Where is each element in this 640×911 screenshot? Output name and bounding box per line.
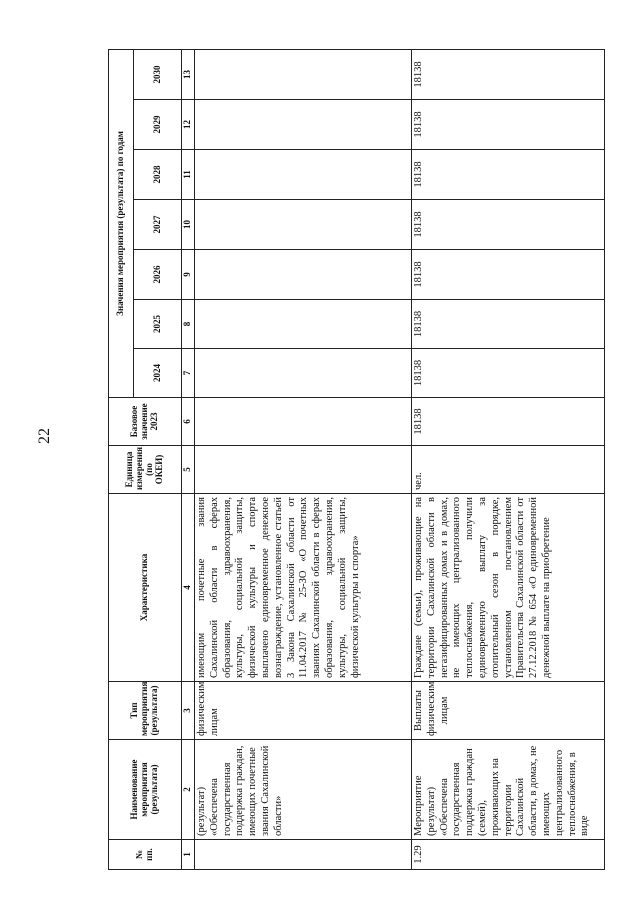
measures-table [108,49,605,870]
header-year: 2028 [134,150,182,200]
header-year: 2024 [134,349,182,398]
row-unit [195,446,412,494]
header-characteristic: Характеристика [109,494,182,682]
row-type: физическим лицам [195,682,412,740]
rotated-table-container [108,50,591,870]
row-name: Мероприятие (результат) «Обеспечена государственная поддержка граждан (семей), проживающих на территории Сахалинской области, в домах, не имеющих централизованного теплоснабжения, в виде [412,740,605,840]
row-year-value [195,200,412,250]
column-index: 10 [182,200,195,250]
row-type: Выплаты физическим лицам [412,682,605,740]
row-base-value [195,398,412,446]
header-year: 2027 [134,200,182,250]
column-index: 13 [182,49,195,99]
table-row [195,49,412,869]
row-unit: чел. [412,446,605,494]
header-year: 2029 [134,100,182,150]
page-number: 22 [36,428,53,444]
column-index: 12 [182,100,195,150]
header-year: 2026 [134,250,182,300]
column-index: 11 [182,150,195,200]
header-name: Наименование мероприятия (результата) [109,740,182,840]
header-unit: Единица измерения (по ОКЕИ) [109,446,182,494]
column-index: 1 [182,840,195,870]
header-values-by-year: Значения мероприятия (результата) по годам [109,49,134,397]
row-year-value [195,150,412,200]
row-number [195,840,412,870]
column-index: 6 [182,398,195,446]
column-index: 2 [182,740,195,840]
header-base-value: Базовое значение 2023 [109,398,182,446]
header-row-1 [109,49,134,869]
column-index: 5 [182,446,195,494]
column-index: 8 [182,300,195,349]
row-year-value: 18138 [412,100,605,150]
row-year-value [195,100,412,150]
row-year-value: 18138 [412,200,605,250]
row-year-value: 18138 [412,49,605,99]
column-index: 4 [182,494,195,682]
header-year: 2025 [134,300,182,349]
row-year-value [195,300,412,349]
header-year: 2030 [134,49,182,99]
row-year-value [195,349,412,398]
row-number: 1.29 [412,840,605,870]
row-base-value: 18138 [412,398,605,446]
column-index: 3 [182,682,195,740]
row-characteristic: Граждане (семьи), проживающие на территории Сахалинской области в негазифицированных домах и в домах, не имеющих централизованного теплоснабжения, получили единовременную выплату за отопительный сезон в порядке, установленном постановлением Правительства Сахалинской области от 27.12.2018 № 654 «О единовременной денежной выплате на приобретение [412,494,605,682]
column-index-row [182,49,195,869]
row-year-value [195,250,412,300]
row-year-value: 18138 [412,300,605,349]
row-year-value: 18138 [412,250,605,300]
row-name: (результат) «Обеспечена государственная поддержка граждан, имеющих почетные звания Сахалинской области» [195,740,412,840]
table-row [412,49,605,869]
row-characteristic: имеющим почетные звания Сахалинской области в сферах образования, здравоохранения, культуры, социальной защиты, физической культуры и спорта выплачено единовременное денежное вознаграждение, установленное статьей 3 Закона Сахалинской области от 11.04.2017 № 25-ЗО «О почетных званиях Сахалинской области в сферах образования, здравоохранения, культуры, социальной защиты, физической культуры и спорта» [195,494,412,682]
header-num: № пп. [109,840,182,870]
row-year-value: 18138 [412,150,605,200]
row-year-value [195,49,412,99]
row-year-value: 18138 [412,349,605,398]
header-type: Тип мероприятия (результата) [109,682,182,740]
column-index: 9 [182,250,195,300]
column-index: 7 [182,349,195,398]
